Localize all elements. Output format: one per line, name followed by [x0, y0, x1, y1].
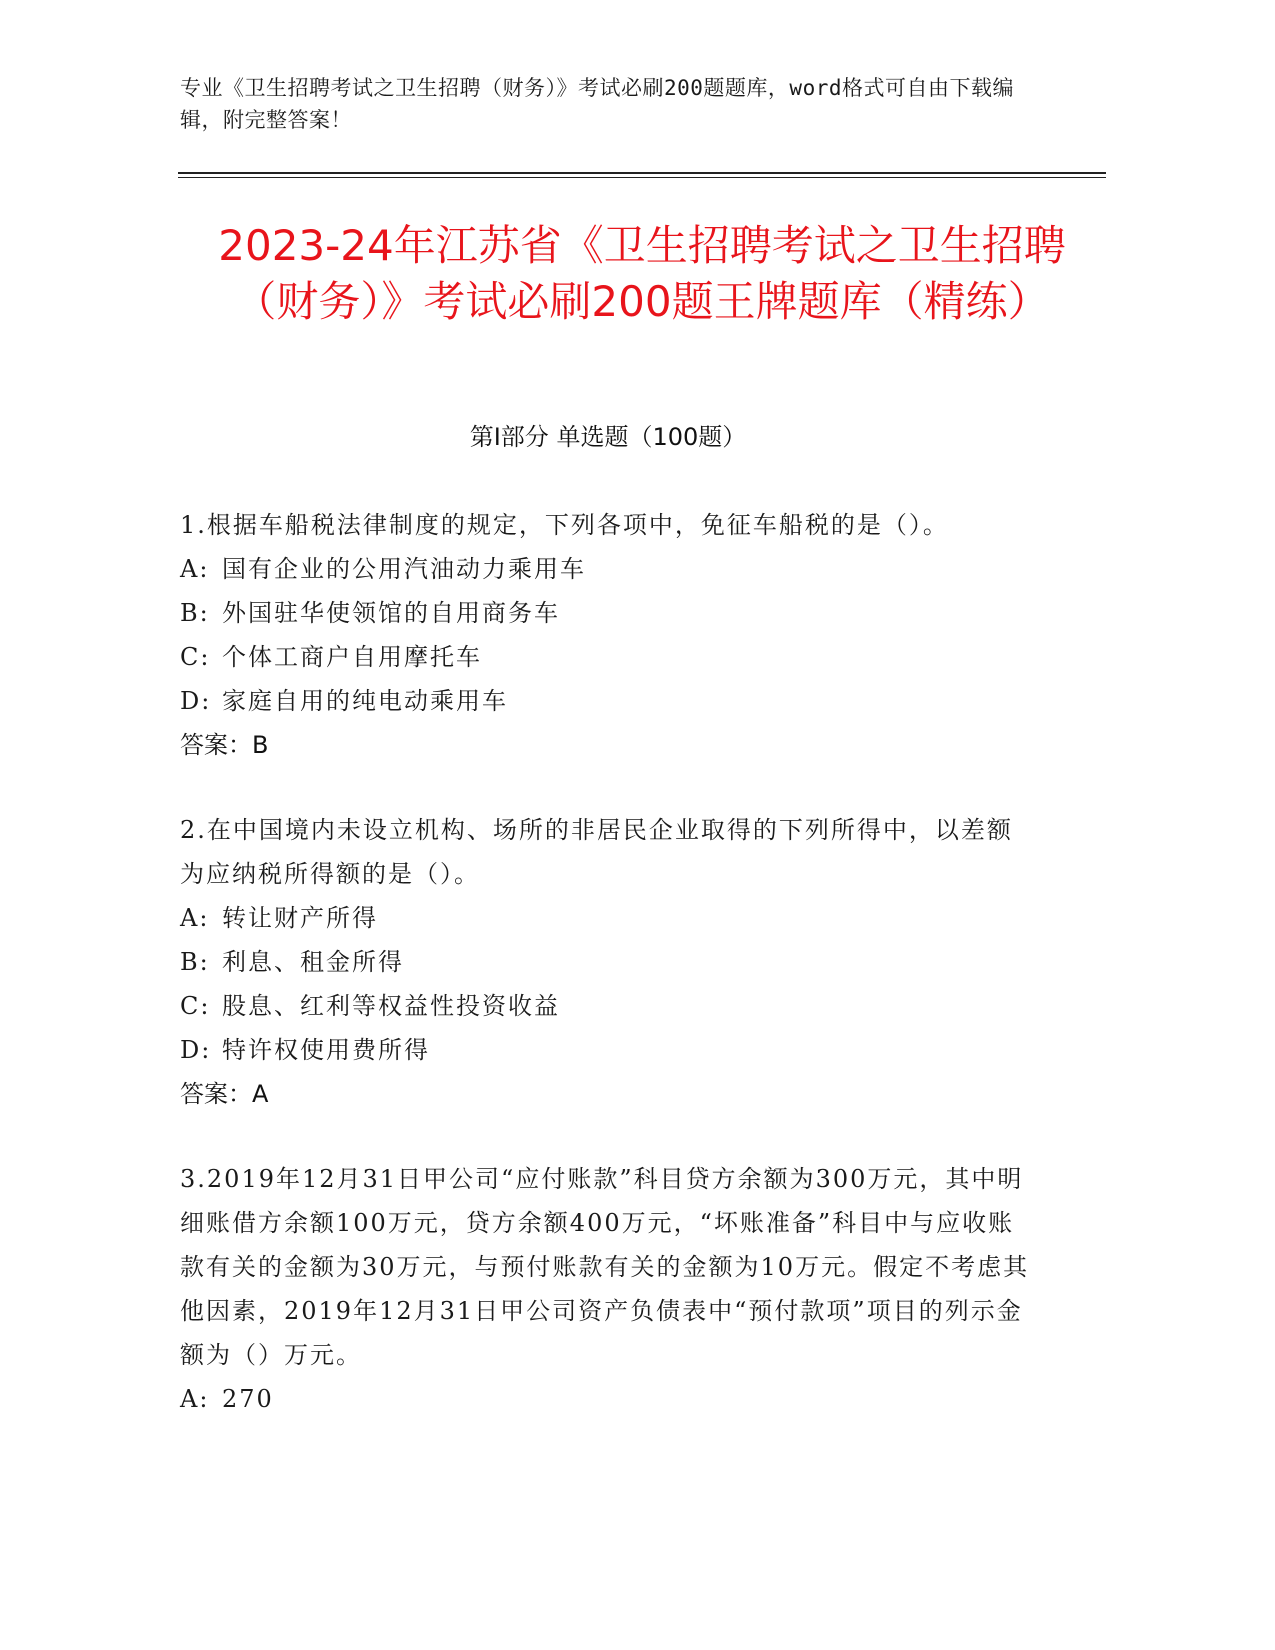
answer-line: 答案：A: [180, 1080, 269, 1108]
option-text: 外国驻华使领馆的自用商务车: [222, 599, 560, 627]
option-c: [180, 635, 1030, 679]
option-text: 利息、租金所得: [222, 948, 404, 976]
option-text: 转让财产所得: [222, 904, 378, 932]
option-text: 国有企业的公用汽油动力乘用车: [222, 555, 586, 583]
option-text: 270: [222, 1385, 274, 1413]
option-c: [180, 984, 1030, 1028]
option-letter: D:: [180, 1036, 212, 1064]
header-divider-thin: [178, 177, 1106, 178]
document-title: 2023-24年江苏省《卫生招聘考试之卫生招聘（财务）》考试必刷200题王牌题库（精练）: [218, 221, 1066, 326]
option-letter: A:: [180, 904, 210, 932]
question-3: [180, 1157, 1030, 1421]
question-1: [180, 503, 1030, 767]
option-a: [180, 1377, 1030, 1421]
question-stem: 3.2019年12月31日甲公司“应付账款”科目贷方余额为300万元，其中明细账借方余额100万元，贷方余额400万元，“坏账准备”科目中与应收账款有关的金额为30万元，与预付账款有关的金额为10万元。假定不考虑其他因素，2019年12月31日甲公司资产负债表中“预付款项”项目的列示金额为（）万元。: [180, 1165, 1030, 1369]
option-letter: A:: [180, 1385, 210, 1413]
option-b: [180, 591, 1030, 635]
option-letter: C:: [180, 643, 211, 671]
option-letter: B:: [180, 948, 210, 976]
answer-line: 答案：B: [180, 731, 269, 759]
question-2: [180, 808, 1030, 1116]
question-stem: 2.在中国境内未设立机构、场所的非居民企业取得的下列所得中，以差额为应纳税所得额的是（）。: [180, 816, 1013, 888]
option-text: 股息、红利等权益性投资收益: [222, 992, 560, 1020]
option-text: 家庭自用的纯电动乘用车: [222, 687, 508, 715]
option-a: [180, 896, 1030, 940]
option-text: 个体工商户自用摩托车: [222, 643, 482, 671]
question-stem: 1.根据车船税法律制度的规定，下列各项中，免征车船税的是（）。: [180, 511, 949, 539]
option-d: [180, 679, 1030, 723]
option-letter: B:: [180, 599, 210, 627]
header-note: 专业《卫生招聘考试之卫生招聘（财务）》考试必刷200题题库，word格式可自由下载编辑，附完整答案！: [180, 76, 1014, 132]
option-letter: D:: [180, 687, 212, 715]
option-text: 特许权使用费所得: [222, 1036, 430, 1064]
option-letter: A:: [180, 555, 210, 583]
option-b: [180, 940, 1030, 984]
option-d: [180, 1028, 1030, 1072]
header-divider: [178, 172, 1106, 174]
option-a: [180, 547, 1030, 591]
section-title: 第Ⅰ部分 单选题（100题）: [469, 423, 747, 451]
option-letter: C:: [180, 992, 211, 1020]
